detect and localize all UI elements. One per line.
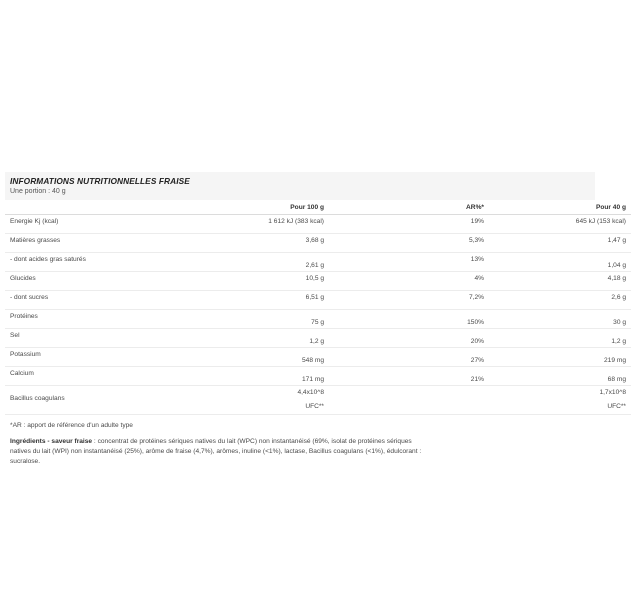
table-header-row xyxy=(5,200,631,215)
value-ar: 150% xyxy=(329,310,489,329)
nutrient-name: Glucides xyxy=(5,272,215,291)
portion-subtitle: Une portion : 40 g xyxy=(10,188,66,195)
value-per-100g xyxy=(215,386,329,415)
value-per-40g xyxy=(489,386,631,415)
ar-footnote: *AR : apport de référence d'un adulte type xyxy=(10,422,133,429)
nutrient-name: Energie Kj (kcal) xyxy=(5,215,215,234)
column-header-nutrient xyxy=(5,200,215,215)
table-row xyxy=(5,348,631,367)
value-per-100g: 75 g xyxy=(215,310,329,329)
nutrient-name: - dont acides gras saturés xyxy=(5,253,215,272)
value-per-40g: 4,18 g xyxy=(489,272,631,291)
value-per-100g: 10,5 g xyxy=(215,272,329,291)
value-ar: 21% xyxy=(329,367,489,386)
nutrient-name: Protéines xyxy=(5,310,215,329)
table-row xyxy=(5,310,631,329)
value-per-40g: 1,2 g xyxy=(489,329,631,348)
value-per-100g: 3,68 g xyxy=(215,234,329,253)
table-row xyxy=(5,215,631,234)
value-per-40g: 2,6 g xyxy=(489,291,631,310)
nutrient-name: Potassium xyxy=(5,348,215,367)
value-per-40g: 1,47 g xyxy=(489,234,631,253)
value-ar: 20% xyxy=(329,329,489,348)
value-per-40g: 645 kJ (153 kcal) xyxy=(489,215,631,234)
ingredients-text: : concentrat de protéines sériques natives du lait (WPC) non instantanéisé (69%, isolat de protéines sériques natives du lait (WPI) non instantanéisé (25%), arôme de fraise (4,7%), arômes, inuline (<1%), lactase, Bacillus coagulans (<1%), édulcorant : sucralose. xyxy=(10,438,422,465)
value-per-40g: 1,04 g xyxy=(489,253,631,272)
value-per-100g: 2,61 g xyxy=(215,253,329,272)
table-row xyxy=(5,367,631,386)
value-per-40g: 68 mg xyxy=(489,367,631,386)
nutrition-header xyxy=(5,172,595,200)
bacillus-count-per-40g: 1,7x10^8 xyxy=(599,389,626,396)
bacillus-unit-per-100g: UFC** xyxy=(305,403,324,410)
value-per-100g: 1,2 g xyxy=(215,329,329,348)
value-ar: 13% xyxy=(329,253,489,272)
table-row xyxy=(5,253,631,272)
value-ar: 7,2% xyxy=(329,291,489,310)
table-row xyxy=(5,272,631,291)
table-row xyxy=(5,234,631,253)
column-header-ar: AR%* xyxy=(329,200,489,215)
nutrition-panel xyxy=(0,172,626,467)
value-per-40g: 219 mg xyxy=(489,348,631,367)
value-per-40g: 30 g xyxy=(489,310,631,329)
bacillus-unit-per-40g: UFC** xyxy=(607,403,626,410)
nutrient-name: Sel xyxy=(5,329,215,348)
value-ar: 19% xyxy=(329,215,489,234)
value-per-100g: 171 mg xyxy=(215,367,329,386)
table-row xyxy=(5,329,631,348)
value-per-100g: 1 612 kJ (383 kcal) xyxy=(215,215,329,234)
value-ar: 27% xyxy=(329,348,489,367)
table-row xyxy=(5,291,631,310)
nutrient-name: Matières grasses xyxy=(5,234,215,253)
nutrient-name: Bacillus coagulans xyxy=(5,386,215,415)
ingredients-label: Ingrédients - saveur fraise xyxy=(10,438,93,445)
nutrient-name: - dont sucres xyxy=(5,291,215,310)
ingredients-paragraph xyxy=(10,437,422,467)
column-header-per-100g: Pour 100 g xyxy=(215,200,329,215)
value-per-100g: 6,51 g xyxy=(215,291,329,310)
nutrition-title: INFORMATIONS NUTRITIONNELLES FRAISE xyxy=(10,176,190,186)
nutrition-table xyxy=(5,200,631,415)
bacillus-count-per-100g: 4,4x10^8 xyxy=(297,389,324,396)
column-header-per-40g: Pour 40 g xyxy=(489,200,631,215)
table-row-bacillus xyxy=(5,386,631,415)
value-per-100g: 548 mg xyxy=(215,348,329,367)
value-ar: 5,3% xyxy=(329,234,489,253)
value-ar xyxy=(329,386,489,415)
nutrient-name: Calcium xyxy=(5,367,215,386)
value-ar: 4% xyxy=(329,272,489,291)
